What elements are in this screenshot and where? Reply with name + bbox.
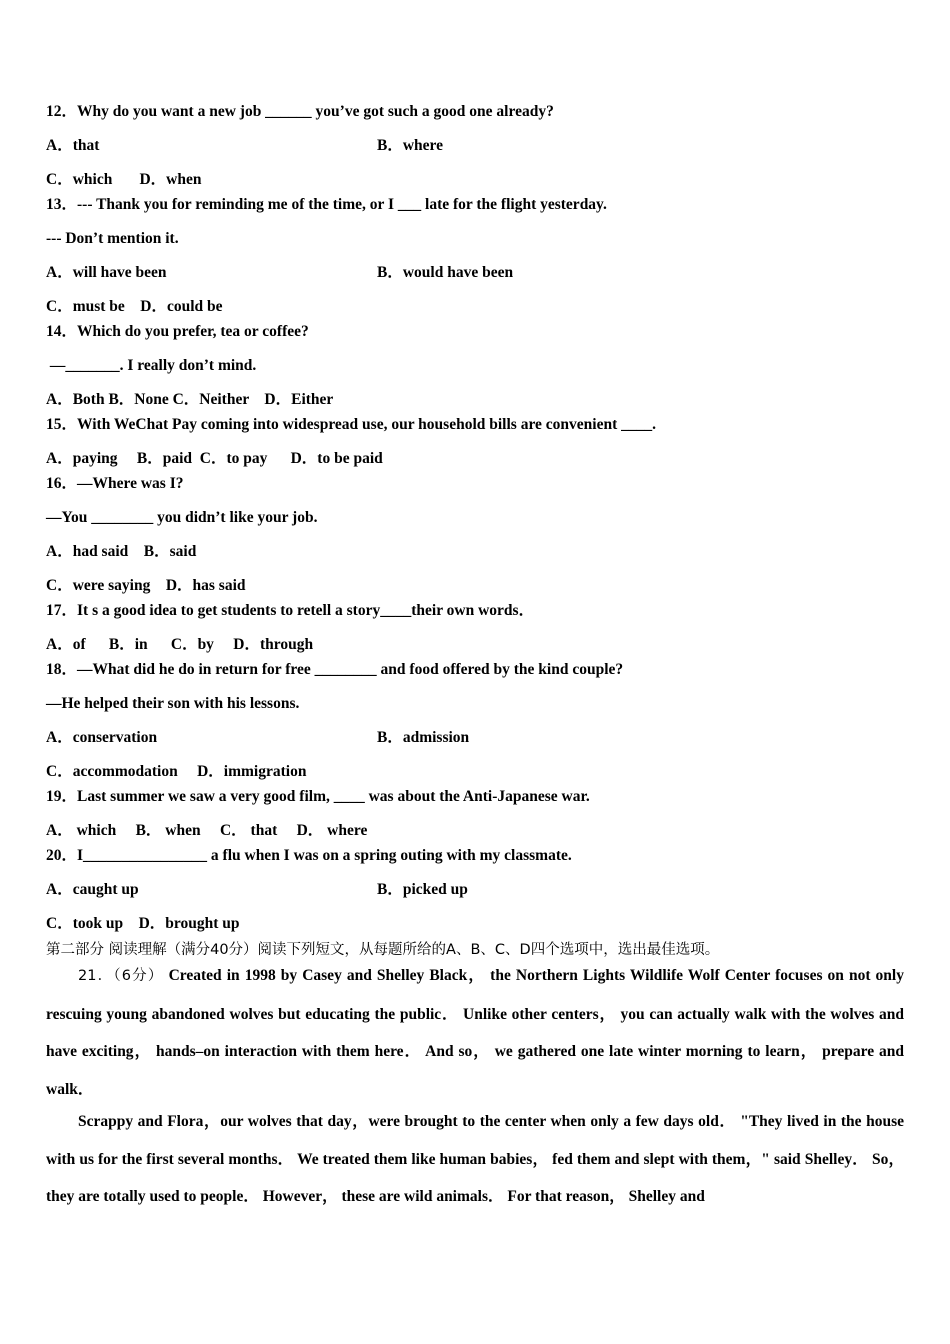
question-12-option-a: A．that bbox=[46, 137, 100, 154]
question-20-options-cd: C．took up D．brought up bbox=[46, 915, 240, 932]
question-13-dialogue: --- Don’t mention it. bbox=[46, 230, 179, 247]
question-12-option-b: B．where bbox=[377, 137, 444, 154]
question-15-options: A．paying B．paid C．to pay D．to be paid bbox=[46, 450, 383, 467]
question-13-stem: 13．--- Thank you for reminding me of the time, or I ___ late for the flight yesterday. bbox=[46, 196, 607, 213]
question-13-options-cd: C．must be D．could be bbox=[46, 298, 223, 315]
question-17-stem: 17．It s a good idea to get students to retell a story____their own words． bbox=[46, 602, 535, 619]
question-19-options: A． which B． when C． that D． where bbox=[46, 822, 368, 839]
section-heading: 第二部分 阅读理解（满分40分）阅读下列短文，从每题所给的A、B、C、D四个选项中，选出最佳选项。 bbox=[46, 942, 720, 958]
question-12-options-cd: C．which D．when bbox=[46, 171, 202, 188]
question-13-option-b: B．would have been bbox=[377, 264, 514, 281]
question-19-stem: 19．Last summer we saw a very good film, ____ was about the Anti-Japanese war. bbox=[46, 788, 590, 805]
question-18-options-cd: C．accommodation D．immigration bbox=[46, 763, 307, 780]
question-20-option-a: A．caught up bbox=[46, 881, 139, 898]
passage-paragraph-1 bbox=[46, 957, 904, 1108]
question-20-option-b: B．picked up bbox=[377, 881, 468, 898]
passage-paragraph-2: Scrappy and Flora，our wolves that day，were brought to the center when only a few days old． "They lived in the house with us for the first several months． We treated them like human babies， fed them and slept with them，" said Shelley． So， they are totally used to people． However， these are wild animals． For that reason， Shelley and bbox=[46, 1113, 904, 1205]
question-12-stem: 12．Why do you want a new job ______ you’ve got such a good one already? bbox=[46, 103, 554, 120]
question-14-stem: 14．Which do you prefer, tea or coffee? bbox=[46, 323, 309, 340]
passage-paragraph-1-text: Created in 1998 by Casey and Shelley Black， the Northern Lights Wildlife Wolf Center focuses on not only rescuing young abandoned wolves but educating the public． Unlike other centers， you can actually walk with the wolves and have exciting， hands–on interaction with them here． And so， we gathered one late winter morning to learn， prepare and walk． bbox=[46, 967, 904, 1098]
question-14-dialogue: —_______. I really don’t mind. bbox=[46, 357, 257, 374]
question-18-dialogue: —He helped their son with his lessons. bbox=[46, 695, 300, 712]
question-15-stem: 15．With WeChat Pay coming into widespread use, our household bills are convenient ____. bbox=[46, 416, 657, 433]
question-13-option-a: A．will have been bbox=[46, 264, 167, 281]
question-16-options-cd: C．were saying D．has said bbox=[46, 577, 246, 594]
question-16-stem: 16．—Where was I? bbox=[46, 475, 184, 492]
question-14-options: A．Both B．None C．Neither D．Either bbox=[46, 391, 334, 408]
question-17-options: A．of B．in C．by D．through bbox=[46, 636, 314, 653]
question-18-stem: 18．—What did he do in return for free ________ and food offered by the kind couple? bbox=[46, 661, 624, 678]
question-21-label: 21．（6分） bbox=[78, 968, 164, 984]
question-16-dialogue: —You ________ you didn’t like your job. bbox=[46, 509, 318, 526]
question-18-option-a: A．conservation bbox=[46, 729, 158, 746]
question-20-stem: 20．I________________ a flu when I was on a spring outing with my classmate. bbox=[46, 847, 572, 864]
question-18-option-b: B．admission bbox=[377, 729, 470, 746]
question-16-options-ab: A．had said B．said bbox=[46, 543, 197, 560]
